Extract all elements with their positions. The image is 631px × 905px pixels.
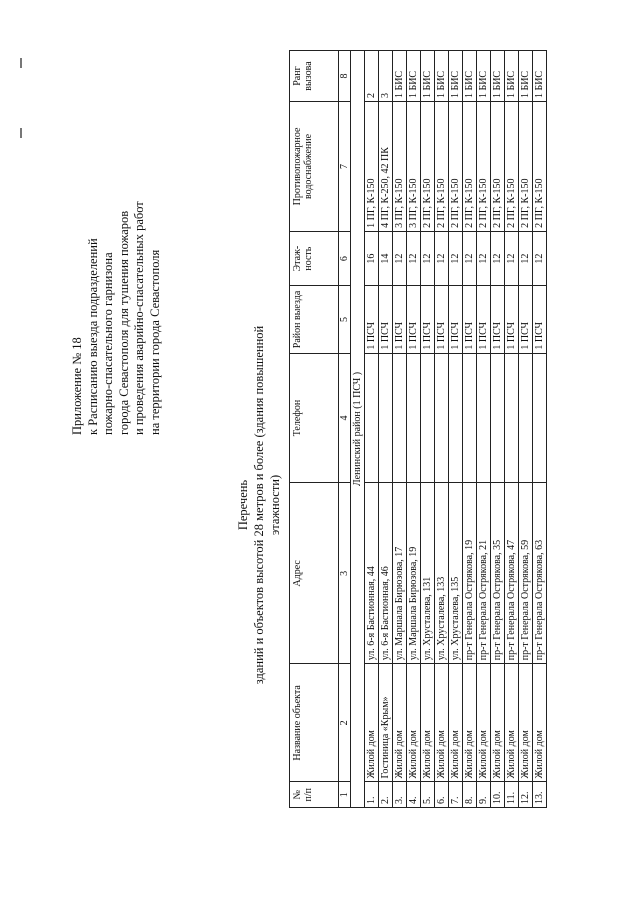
row-number: 11. bbox=[505, 782, 519, 808]
table-row bbox=[421, 51, 435, 808]
object-phone bbox=[519, 353, 533, 483]
row-number: 4. bbox=[407, 782, 421, 808]
dispatch-area: 1 ПСЧ bbox=[491, 286, 505, 353]
appendix-line: на территории города Севастополя bbox=[147, 249, 162, 435]
appendix-line: и проведения аварийно-спасательных работ bbox=[132, 201, 146, 435]
call-rank: 3 bbox=[379, 51, 393, 102]
call-rank: 1 БИС bbox=[477, 51, 491, 102]
call-rank: 1 БИС bbox=[491, 51, 505, 102]
appendix-line: к Расписанию выезда подразделений bbox=[85, 238, 100, 435]
header-floors: Этаж-ность bbox=[290, 231, 339, 285]
header-water: Противопожарное водоснабжение bbox=[290, 102, 339, 232]
call-rank: 1 БИС bbox=[421, 51, 435, 102]
object-name: Жилой дом bbox=[519, 664, 533, 782]
dispatch-area: 1 ПСЧ bbox=[379, 286, 393, 353]
object-name: Гостиница «Крым» bbox=[379, 664, 393, 782]
floor-count: 12 bbox=[407, 231, 421, 285]
column-number: 1 bbox=[339, 782, 351, 808]
title-line-2: зданий и объектов высотой 28 метров и более (здания повышенной этажности) bbox=[252, 325, 282, 685]
column-number: 8 bbox=[339, 51, 351, 102]
dispatch-area: 1 ПСЧ bbox=[533, 286, 547, 353]
table-row bbox=[407, 51, 421, 808]
object-phone bbox=[491, 353, 505, 483]
object-name: Жилой дом bbox=[491, 664, 505, 782]
table-row bbox=[505, 51, 519, 808]
object-phone bbox=[463, 353, 477, 483]
row-number: 13. bbox=[533, 782, 547, 808]
row-number: 9. bbox=[477, 782, 491, 808]
object-phone bbox=[407, 353, 421, 483]
object-address: пр-т Генерала Острякова, 19 bbox=[463, 483, 477, 664]
table-row bbox=[533, 51, 547, 808]
column-number: 2 bbox=[339, 664, 351, 782]
table-row bbox=[463, 51, 477, 808]
appendix-block bbox=[70, 135, 163, 435]
fire-water-supply: 2 ПГ, К-150 bbox=[421, 102, 435, 232]
object-phone bbox=[393, 353, 407, 483]
fire-water-supply: 3 ПГ, К-150 bbox=[407, 102, 421, 232]
floor-count: 12 bbox=[533, 231, 547, 285]
object-name: Жилой дом bbox=[505, 664, 519, 782]
header-address: Адрес bbox=[290, 483, 339, 664]
object-address: ул. 6-я Бастионная, 46 bbox=[379, 483, 393, 664]
document-title bbox=[235, 295, 283, 715]
object-phone bbox=[421, 353, 435, 483]
object-name: Жилой дом bbox=[407, 664, 421, 782]
district-row bbox=[351, 51, 365, 808]
floor-count: 12 bbox=[519, 231, 533, 285]
object-phone bbox=[449, 353, 463, 483]
row-number: 2. bbox=[379, 782, 393, 808]
object-name: Жилой дом bbox=[533, 664, 547, 782]
table-row bbox=[435, 51, 449, 808]
header-number: № п/п bbox=[290, 782, 339, 808]
fire-water-supply: 2 ПГ, К-150 bbox=[435, 102, 449, 232]
call-rank: 1 БИС bbox=[519, 51, 533, 102]
fire-water-supply: 2 ПГ, К-150 bbox=[463, 102, 477, 232]
object-name: Жилой дом bbox=[449, 664, 463, 782]
call-rank: 1 БИС bbox=[463, 51, 477, 102]
floor-count: 16 bbox=[365, 231, 379, 285]
column-numbers-row bbox=[339, 51, 351, 808]
header-row bbox=[290, 51, 339, 808]
row-number: 5. bbox=[421, 782, 435, 808]
dispatch-area: 1 ПСЧ bbox=[505, 286, 519, 353]
table-row bbox=[477, 51, 491, 808]
object-phone bbox=[379, 353, 393, 483]
fire-water-supply: 2 ПГ, К-150 bbox=[449, 102, 463, 232]
object-address: пр-т Генерала Острякова, 21 bbox=[477, 483, 491, 664]
row-number: 12. bbox=[519, 782, 533, 808]
object-address: ул. Маршала Бирюзова, 17 bbox=[393, 483, 407, 664]
column-number: 6 bbox=[339, 231, 351, 285]
object-address: пр-т Генерала Острякова, 63 bbox=[533, 483, 547, 664]
object-address: ул. Хрусталева, 133 bbox=[435, 483, 449, 664]
header-phone: Телефон bbox=[290, 353, 339, 483]
object-phone bbox=[477, 353, 491, 483]
object-phone bbox=[435, 353, 449, 483]
table-row bbox=[449, 51, 463, 808]
call-rank: 1 БИС bbox=[533, 51, 547, 102]
call-rank: 1 БИС bbox=[393, 51, 407, 102]
call-rank: 2 bbox=[365, 51, 379, 102]
district-label: Ленинский район (1 ПСЧ ) bbox=[351, 51, 365, 808]
row-number: 3. bbox=[393, 782, 407, 808]
fire-water-supply: 1 ПГ, К-150 bbox=[365, 102, 379, 232]
objects-table bbox=[289, 50, 547, 808]
column-number: 3 bbox=[339, 483, 351, 664]
object-address: ул. Хрусталева, 131 bbox=[421, 483, 435, 664]
dispatch-area: 1 ПСЧ bbox=[365, 286, 379, 353]
title-line-1: Перечень bbox=[236, 479, 250, 531]
floor-count: 12 bbox=[421, 231, 435, 285]
call-rank: 1 БИС bbox=[449, 51, 463, 102]
dispatch-area: 1 ПСЧ bbox=[449, 286, 463, 353]
fire-water-supply: 2 ПГ, К-150 bbox=[519, 102, 533, 232]
fire-water-supply: 2 ПГ, К-150 bbox=[491, 102, 505, 232]
table-row bbox=[393, 51, 407, 808]
appendix-line: города Севастополя для тушения пожаров bbox=[116, 210, 131, 435]
dispatch-area: 1 ПСЧ bbox=[435, 286, 449, 353]
object-address: ул. 6-я Бастионная, 44 bbox=[365, 483, 379, 664]
object-address: пр-т Генерала Острякова, 35 bbox=[491, 483, 505, 664]
row-number: 10. bbox=[491, 782, 505, 808]
call-rank: 1 БИС bbox=[505, 51, 519, 102]
table-row bbox=[519, 51, 533, 808]
object-address: пр-т Генерала Острякова, 47 bbox=[505, 483, 519, 664]
table-row bbox=[491, 51, 505, 808]
dispatch-area: 1 ПСЧ bbox=[463, 286, 477, 353]
row-number: 6. bbox=[435, 782, 449, 808]
column-number: 7 bbox=[339, 102, 351, 232]
object-address: ул. Хрусталева, 135 bbox=[449, 483, 463, 664]
fire-water-supply: 2 ПГ, К-150 bbox=[533, 102, 547, 232]
object-name: Жилой дом bbox=[435, 664, 449, 782]
dispatch-area: 1 ПСЧ bbox=[393, 286, 407, 353]
row-number: 8. bbox=[463, 782, 477, 808]
dispatch-area: 1 ПСЧ bbox=[519, 286, 533, 353]
object-name: Жилой дом bbox=[421, 664, 435, 782]
object-phone bbox=[533, 353, 547, 483]
object-name: Жилой дом bbox=[477, 664, 491, 782]
floor-count: 12 bbox=[477, 231, 491, 285]
dispatch-area: 1 ПСЧ bbox=[421, 286, 435, 353]
fire-water-supply: 4 ПГ, К-250, 42 ПК bbox=[379, 102, 393, 232]
floor-count: 12 bbox=[491, 231, 505, 285]
floor-count: 12 bbox=[449, 231, 463, 285]
header-name: Название объекта bbox=[290, 664, 339, 782]
table-body bbox=[339, 51, 547, 808]
object-address: пр-т Генерала Острякова, 59 bbox=[519, 483, 533, 664]
row-number: 1. bbox=[365, 782, 379, 808]
fire-water-supply: 2 ПГ, К-150 bbox=[477, 102, 491, 232]
call-rank: 1 БИС bbox=[407, 51, 421, 102]
fire-water-supply: 3 ПГ, К-150 bbox=[393, 102, 407, 232]
floor-count: 12 bbox=[435, 231, 449, 285]
object-name: Жилой дом bbox=[463, 664, 477, 782]
fire-water-supply: 2 ПГ, К-150 bbox=[505, 102, 519, 232]
object-address: ул. Маршала Бирюзова, 19 bbox=[407, 483, 421, 664]
column-number: 5 bbox=[339, 286, 351, 353]
row-number: 7. bbox=[449, 782, 463, 808]
call-rank: 1 БИС bbox=[435, 51, 449, 102]
header-area: Район выезда bbox=[290, 286, 339, 353]
dispatch-area: 1 ПСЧ bbox=[407, 286, 421, 353]
appendix-line: Приложение № 18 bbox=[70, 337, 84, 435]
floor-count: 12 bbox=[393, 231, 407, 285]
header-rank: Ранг вызова bbox=[290, 51, 339, 102]
column-number: 4 bbox=[339, 353, 351, 483]
table-row bbox=[379, 51, 393, 808]
dispatch-area: 1 ПСЧ bbox=[477, 286, 491, 353]
floor-count: 14 bbox=[379, 231, 393, 285]
table-row bbox=[365, 51, 379, 808]
appendix-line: пожарно-спасательного гарнизона bbox=[101, 252, 115, 435]
object-name: Жилой дом bbox=[393, 664, 407, 782]
floor-count: 12 bbox=[505, 231, 519, 285]
object-phone bbox=[365, 353, 379, 483]
object-name: Жилой дом bbox=[365, 664, 379, 782]
object-phone bbox=[505, 353, 519, 483]
floor-count: 12 bbox=[463, 231, 477, 285]
